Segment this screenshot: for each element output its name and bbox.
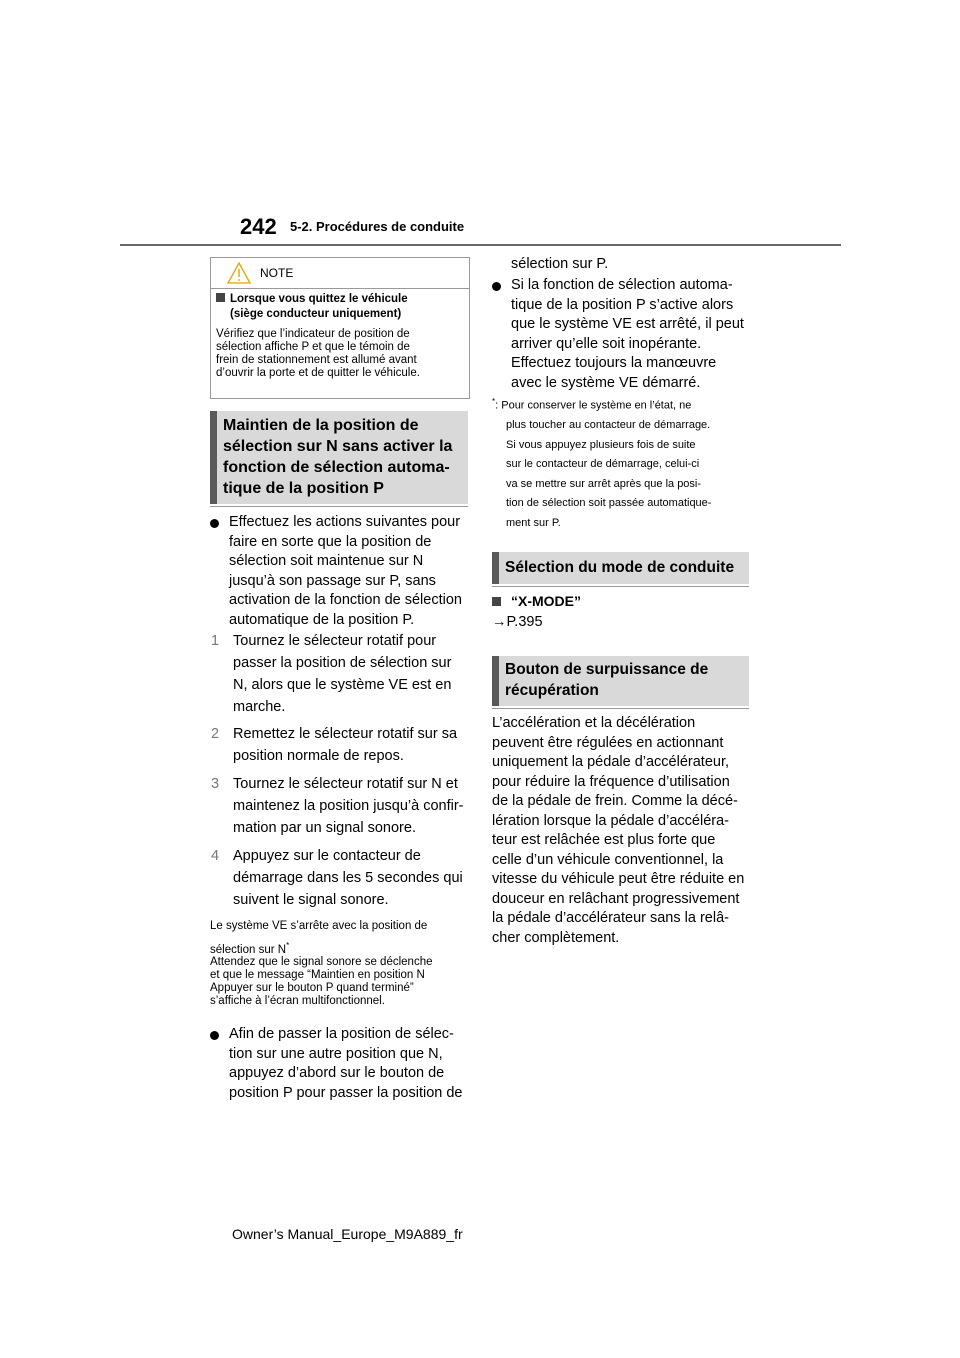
footnote-mark: *: [492, 397, 496, 406]
note-body-line: Vérifiez que l’indicateur de position de: [216, 328, 410, 340]
note-body: [216, 328, 466, 380]
paragraph-line: lération lorsque la pédale d’accéléra-: [492, 812, 729, 829]
footnote-mark: *: [286, 941, 290, 950]
paragraph-line: la pédale d’accélérateur sans la relâ-: [492, 910, 729, 926]
paragraph-line: teur est relâchée est plus forte que: [492, 832, 716, 848]
step-note-line: sélection sur N: [210, 943, 287, 956]
step-number: 1: [211, 633, 220, 649]
square-bullet-icon: [216, 293, 225, 302]
step-text: [233, 723, 457, 767]
note-box: [210, 257, 470, 399]
section-heading-line: Bouton de surpuissance de: [505, 661, 709, 678]
step-note-line: Attendez que le signal sonore se déclenche: [210, 956, 433, 968]
footnote-line: va se mettre sur arrêt après que la posi-: [506, 477, 702, 490]
note-body-line: d’ouvrir la porte et de quitter le véhicule.: [216, 367, 420, 379]
paragraph-line: de la pédale de frein. Comme la décé-: [492, 793, 738, 809]
section-heading-mode-conduite: [492, 552, 749, 584]
bullet-line: tion sur une autre position que N,: [229, 1045, 443, 1062]
step-number: 4: [211, 848, 220, 864]
bullet-line: jusqu’à son passage sur P, sans: [229, 572, 436, 589]
footnote-line: Si vous appuyez plusieurs fois de suite: [506, 438, 696, 451]
page-reference-link[interactable]: →P.395: [492, 614, 543, 630]
step-line: maintenez la position jusqu’à confir-: [233, 798, 464, 814]
step-line: Appuyez sur le contacteur de: [233, 848, 421, 864]
step-line: suivent le signal sonore.: [233, 892, 389, 908]
note-subheading: [216, 292, 466, 322]
bullet-item: [210, 1025, 470, 1105]
section-heading-line: Maintien de la position de: [223, 417, 419, 434]
paragraph-line: peuvent être régulées en actionnant: [492, 734, 724, 751]
xmode-subheading: [492, 593, 581, 609]
paragraph-line: celle d’un véhicule conventionnel, la: [492, 851, 724, 868]
section-heading-underline: [492, 586, 749, 587]
step-item: [211, 630, 471, 718]
bullet-dot-icon: [210, 1031, 219, 1040]
footnote-line: : Pour conserver le système en l’état, ne: [495, 399, 692, 412]
xmode-title: “X-MODE”: [511, 593, 581, 609]
footnote-line: tion de sélection soit passée automatique-: [506, 497, 712, 510]
step-line: position normale de repos.: [233, 748, 404, 764]
step-text: [233, 630, 451, 718]
bullet-item: [492, 276, 754, 396]
note-body-line: sélection affiche P et que le témoin de: [216, 341, 410, 353]
step-item: [211, 773, 471, 839]
bullet-text: [229, 513, 462, 630]
step-line: passer la position de sélection sur: [233, 655, 452, 671]
bullet-line: position P pour passer la position de: [229, 1084, 463, 1101]
bullet-line: faire en sorte que la position de: [229, 533, 432, 550]
bullet-line: automatique de la position P.: [229, 611, 415, 628]
section-running-head: 5-2. Procédures de conduite: [290, 219, 465, 234]
step-line: Tournez le sélecteur rotatif sur N et: [233, 776, 458, 792]
bullet-line: activation de la fonction de sélection: [229, 592, 462, 608]
step-number: 2: [211, 726, 220, 742]
paragraph-line: vitesse du véhicule peut être réduite en: [492, 871, 745, 887]
bullet-line: appuyez d’abord sur le bouton de: [229, 1065, 445, 1081]
body-paragraph: [492, 714, 754, 948]
section-heading-line: tique de la position P: [223, 480, 384, 497]
bullet-continuation: sélection sur P.: [511, 256, 609, 272]
note-label: NOTE: [260, 266, 294, 280]
section-heading-text: Sélection du mode de conduite: [505, 559, 735, 576]
bullet-line: que le système VE est arrêté, il peut: [511, 316, 744, 332]
note-body-line: frein de stationnement est allumé avant: [216, 354, 417, 366]
section-heading-line: sélection sur N sans activer la: [223, 438, 453, 455]
bullet-line: sélection soit maintenue sur N: [229, 553, 424, 569]
square-bullet-icon: [492, 597, 501, 606]
bullet-line: Afin de passer la position de sélec-: [229, 1026, 454, 1042]
bullet-text: [511, 276, 744, 393]
bullet-dot-icon: [492, 282, 501, 291]
step-text: [233, 845, 463, 911]
footnote-line: ment sur P.: [506, 516, 561, 529]
bullet-line: arriver qu’elle soit inopérante.: [511, 335, 702, 352]
section-heading-underline: [492, 708, 749, 709]
step-line: Tournez le sélecteur rotatif pour: [233, 633, 437, 649]
footnote-line: sur le contacteur de démarrage, celui-ci: [506, 458, 700, 471]
section-heading-maintien: [210, 411, 468, 504]
note-title-row: [211, 258, 469, 289]
section-heading-line: récupération: [505, 682, 599, 699]
paragraph-line: cher complètement.: [492, 929, 620, 946]
bullet-item: [210, 513, 470, 633]
section-heading-line: fonction de sélection automa-: [223, 459, 450, 476]
header-rule: [120, 244, 841, 246]
bullet-dot-icon: [210, 519, 219, 528]
step-note: [210, 917, 470, 960]
step-note-line: et que le message “Maintien en position N: [210, 969, 425, 981]
step-line: mation par un signal sonore.: [233, 820, 416, 836]
note-subheading-line: Lorsque vous quittez le véhicule: [230, 293, 408, 305]
step-line: démarrage dans les 5 secondes qui: [233, 870, 463, 886]
step-line: Remettez le sélecteur rotatif sur sa: [233, 726, 458, 742]
step-number: 3: [211, 776, 220, 792]
note-subheading-line: (siège conducteur uniquement): [230, 308, 402, 320]
bullet-line: Effectuez toujours la manœuvre: [511, 355, 717, 371]
bullet-line: avec le système VE démarré.: [511, 374, 701, 391]
section-heading-underline: [210, 506, 468, 507]
section-heading-surpuissance: [492, 656, 749, 706]
paragraph-line: L’accélération et la décélération: [492, 715, 696, 731]
page-number: 242: [240, 214, 277, 239]
paragraph-line: uniquement la pédale d’accélérateur,: [492, 754, 729, 770]
step-note-line: Appuyer sur le bouton P quand terminé”: [210, 982, 414, 994]
bullet-line: tique de la position P s’active alors: [511, 296, 734, 313]
bullet-line: Effectuez les actions suivantes pour: [229, 514, 461, 530]
footnote: [492, 392, 754, 533]
footnote-line: plus toucher au contacteur de démarrage.: [506, 419, 711, 432]
step-note: [210, 956, 470, 1008]
step-item: [211, 723, 471, 767]
paragraph-line: douceur en relâchant progressivement: [492, 890, 740, 907]
bullet-text: [229, 1025, 463, 1103]
bullet-line: Si la fonction de sélection automa-: [511, 277, 733, 293]
step-note-line: Le système VE s’arrête avec la position de: [210, 920, 428, 932]
paragraph-line: pour réduire la fréquence d’utilisation: [492, 773, 730, 790]
warning-triangle-icon: [227, 262, 251, 284]
step-line: N, alors que le système VE est en: [233, 677, 452, 693]
step-text: [233, 773, 464, 839]
step-line: marche.: [233, 699, 286, 715]
step-item: [211, 845, 471, 911]
step-note-line: s’affiche à l’écran multifonctionnel.: [210, 995, 385, 1007]
footer-manual-id: Owner’s Manual_Europe_M9A889_fr: [232, 1226, 463, 1242]
